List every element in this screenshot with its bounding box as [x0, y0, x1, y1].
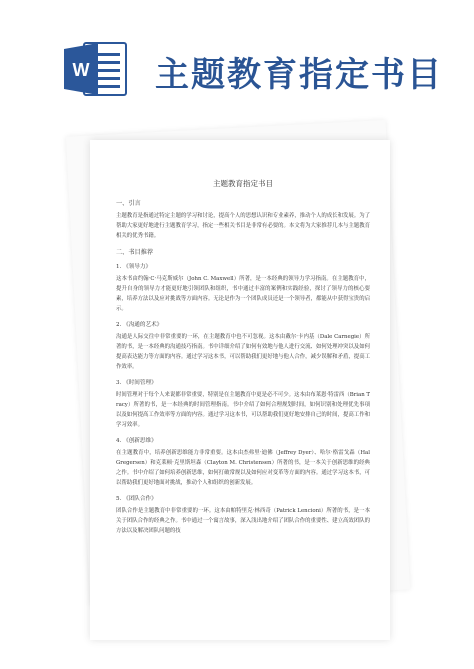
book-paragraph: 沟通是人际交往中非常重要的一环，在主题教育中也不可忽视。这本由戴尔·卡内基（Dale Carnegie）所著的书，是一本经典的沟通技巧指南。书中详细介绍了如何有效地与他人进行交流、如何处理冲突以及如何提高表达能力等方面的内容。通过学习这本书，可以帮助我们更好地与他人合作，减少误解和矛盾，提高工作效率。: [116, 334, 370, 370]
word-icon-letter: W: [72, 60, 90, 80]
book-paragraph: 团队合作是主题教育中非常重要的一环。这本由帕特里克·林西奇（Patrick Lencioni）所著的书，是一本关于团队合作的经典之作。书中通过一个寓言故事，深入浅出地介绍了团队合作的重要性、建立高效团队的方法以及解决团队问题的技: [116, 508, 370, 534]
document-page: [90, 140, 390, 640]
word-document-icon: [62, 39, 130, 99]
book-heading: 3. 《时间管理》: [116, 380, 157, 386]
book-paragraph: 这本书由约翰·C·马克斯威尔（John C. Maxwell）所著，是一本经典的领导力学习指南。在主题教育中，提升自身的领导力才能更好地引领团队和组织，书中通过丰富的案例和实践经验，探讨了领导力的核心要素，培养方法以及应对挑战等方面内容。无论是作为一个团队成员还是一个领导者，都能从中获得宝贵的启示。: [116, 276, 370, 312]
book-heading: 4. 《创新思维》: [116, 438, 157, 444]
recommendations-heading: 二、书目推荐: [116, 249, 154, 256]
intro-paragraph: 主题教育是指通过特定主题的学习和讨论，提高个人的思想认识和专业素养，推动个人的成长和发展。为了帮助大家更好地进行主题教育学习，指定一些相关书目是非常有必要的。本文将为大家推荐几本与主题教育相关的优秀书籍。: [116, 213, 370, 239]
document-title: 主题教育指定书目: [213, 179, 273, 188]
book-paragraph: 在主题教育中，培养创新思维能力非常重要。这本由杰弗里·迪佛（Jeffrey Dyer）、哈尔·格雷戈森（Hal Gregersen）和克莱顿·克里斯坦森（Clayton M. Christensen）所著的书，是一本关于创新思维的经典之作。书中介绍了如何培养创新思维，如何打破常规以及如何应对变革等方面的内容。通过学习这本书，可以帮助我们更好地面对挑战，推动个人和组织的创新发展。: [116, 450, 370, 486]
book-heading: 1. 《领导力》: [116, 264, 152, 270]
book-paragraph: 时间管理对于每个人来说都非常重要，特别是在主题教育中更是必不可少。这本由布莱恩·特雷西（Brian Tracy）所著的书，是一本经典的时间管理指南。书中介绍了如何合理规划时间，如何识别和处理优先事项以及如何提高工作效率等方面的内容。通过学习这本书，可以帮助我们更好地安排自己的时间，提高工作和学习效率。: [116, 392, 370, 428]
intro-heading: 一、引言: [116, 200, 141, 207]
banner-title: 主题教育指定书目: [155, 55, 443, 95]
book-heading: 2. 《沟通的艺术》: [116, 322, 163, 328]
book-heading: 5. 《团队合作》: [116, 496, 157, 502]
banner: [0, 0, 474, 118]
